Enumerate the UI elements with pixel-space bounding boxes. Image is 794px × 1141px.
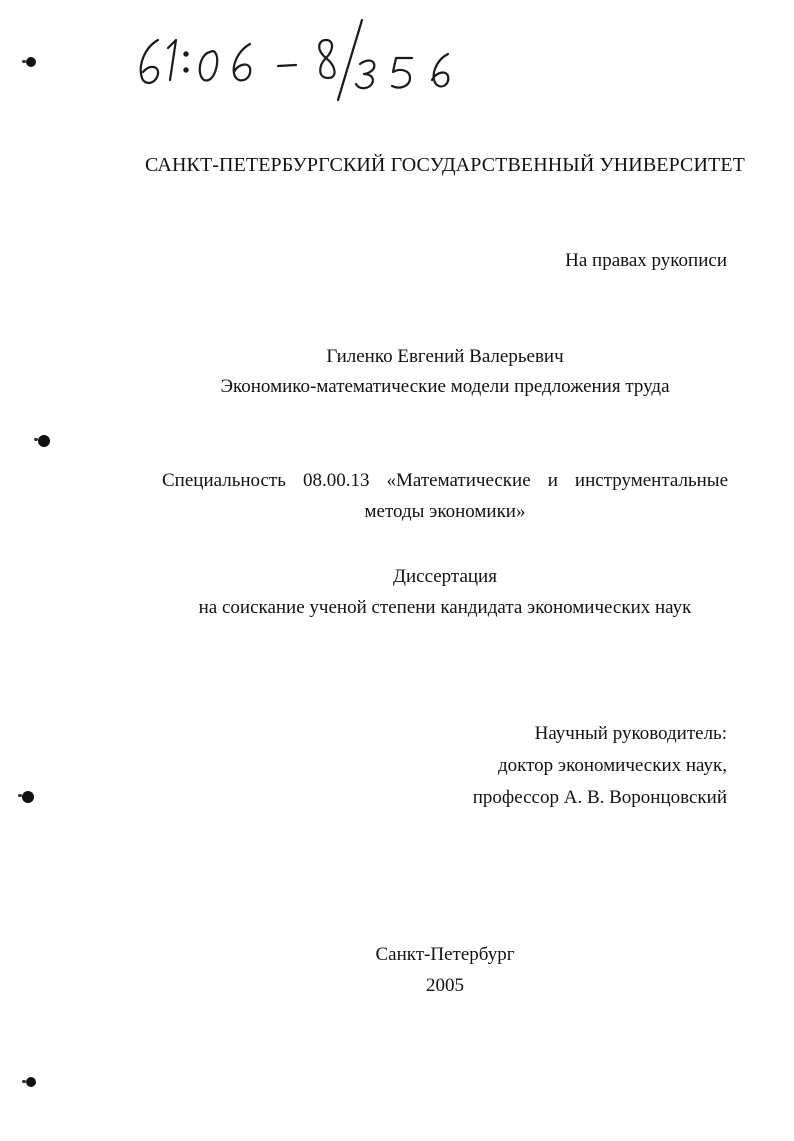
dissertation-title: Экономико-математические модели предложения труда (220, 376, 670, 397)
specialty-line-2: методы экономики» (364, 501, 526, 522)
university-name: САНКТ-ПЕТЕРБУРГСКИЙ ГОСУДАРСТВЕННЫЙ УНИВЕРСИТЕТ (144, 154, 745, 176)
specialty-line-1: Специальность 08.00.13 «Математические и инструментальные (162, 470, 728, 491)
supervisor-degree: доктор экономических наук, (497, 755, 727, 776)
punch-hole-mark (38, 435, 50, 447)
city: Санкт-Петербург (375, 944, 515, 965)
punch-hole-mark (22, 791, 34, 803)
supervisor-label: Научный руководитель: (534, 723, 727, 744)
punch-hole-mark (26, 57, 36, 67)
handwritten-catalog-number (130, 18, 470, 108)
author-name: Гиленко Евгений Валерьевич (326, 346, 564, 367)
degree-sought: на соискание ученой степени кандидата экономических наук (198, 597, 692, 618)
punch-hole-mark (26, 1077, 36, 1087)
manuscript-rights-note: На правах рукописи (565, 250, 727, 271)
work-type: Диссертация (393, 566, 497, 587)
year: 2005 (426, 975, 464, 996)
supervisor-name: профессор А. В. Воронцовский (472, 787, 727, 808)
